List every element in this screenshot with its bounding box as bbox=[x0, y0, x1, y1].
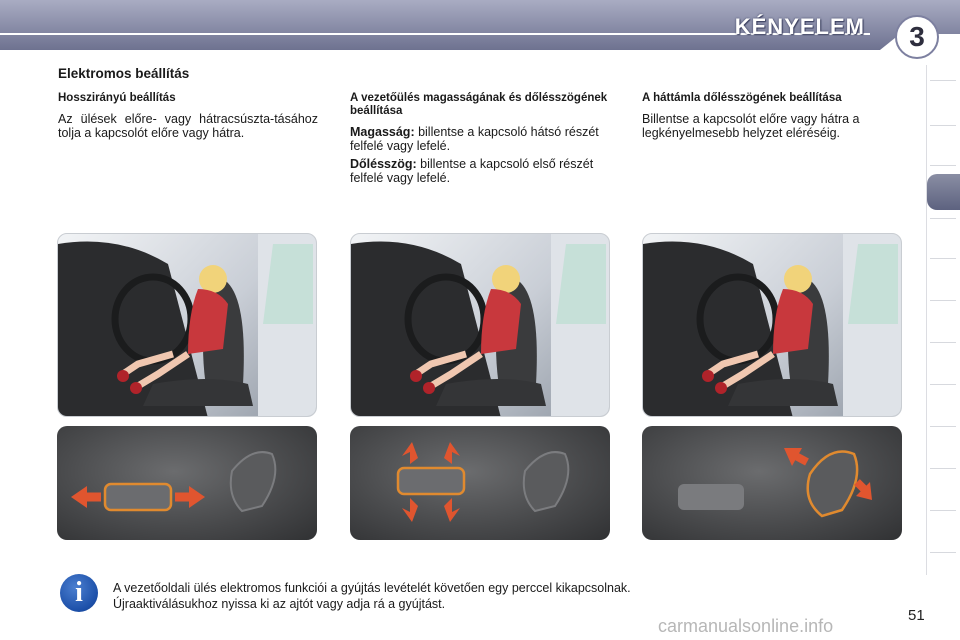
seat-switch-illustration bbox=[57, 426, 317, 540]
chapter-tabs bbox=[926, 65, 960, 575]
height-label: Magasság: bbox=[350, 125, 415, 139]
info-note bbox=[113, 580, 631, 612]
watermark: carmanualsonline.info bbox=[658, 616, 834, 636]
page-number: 51 bbox=[908, 607, 925, 624]
switch-closeup-longitudinal bbox=[57, 426, 317, 540]
seat-photo-3 bbox=[642, 233, 902, 417]
tab-divider bbox=[930, 218, 956, 219]
chapter-title: KÉNYELEM bbox=[734, 14, 865, 39]
chapter-header bbox=[0, 0, 960, 50]
height-text: billentse a kapcsoló hátsó részét felfelé vagy lefelé. bbox=[350, 125, 599, 153]
info-note-line: A vezetőoldali ülés elektromos funkciói a gyújtás levételét követően egy perccel kikapcsolnak. bbox=[113, 581, 631, 595]
seat-switch-illustration bbox=[350, 426, 610, 540]
tilt-instruction bbox=[350, 157, 612, 185]
info-icon: i bbox=[60, 574, 98, 612]
chapter-tab-active[interactable] bbox=[927, 174, 960, 210]
column-text: Az ülések előre- vagy hátracsúszta-tásához tolja a kapcsolót előre vagy hátra. bbox=[58, 112, 318, 140]
column-heading: A vezetőülés magasságának és dőlésszögének beállítása bbox=[350, 92, 608, 117]
tab-divider bbox=[930, 426, 956, 427]
info-note-line: Újraaktiválásukhoz nyissa ki az ajtót vagy adja rá a gyújtást. bbox=[113, 597, 446, 611]
switch-closeup-backrest bbox=[642, 426, 902, 540]
column-text: Billentse a kapcsolót előre vagy hátra a legkényelmesebb helyzet eléréséig. bbox=[642, 112, 860, 140]
tab-divider bbox=[930, 384, 956, 385]
tilt-text: billentse a kapcsoló első részét felfelé vagy lefelé. bbox=[350, 157, 594, 185]
column-heading: A háttámla dőlésszögének beállítása bbox=[642, 92, 842, 104]
column-heading: Hosszirányú beállítás bbox=[58, 92, 176, 104]
column-height-tilt bbox=[350, 92, 612, 189]
tilt-label: Dőlésszög: bbox=[350, 157, 417, 171]
tab-divider bbox=[930, 165, 956, 166]
tab-divider bbox=[930, 300, 956, 301]
seat-photo-2 bbox=[350, 233, 610, 417]
chapter-number-badge: 3 bbox=[895, 15, 939, 59]
driver-seat-illustration bbox=[351, 234, 610, 417]
tab-divider bbox=[930, 125, 956, 126]
driver-seat-illustration bbox=[643, 234, 902, 417]
tab-divider bbox=[930, 342, 956, 343]
tab-divider bbox=[930, 80, 956, 81]
section-title: Elektromos beállítás bbox=[58, 66, 190, 81]
column-longitudinal bbox=[58, 92, 318, 144]
seat-switch-illustration bbox=[642, 426, 902, 540]
column-backrest bbox=[642, 92, 904, 144]
driver-seat-illustration bbox=[58, 234, 317, 417]
tab-divider bbox=[930, 552, 956, 553]
seat-photo-1 bbox=[57, 233, 317, 417]
height-instruction bbox=[350, 125, 612, 153]
tab-divider bbox=[930, 468, 956, 469]
switch-closeup-height-tilt bbox=[350, 426, 610, 540]
tab-divider bbox=[930, 510, 956, 511]
tab-divider bbox=[930, 258, 956, 259]
